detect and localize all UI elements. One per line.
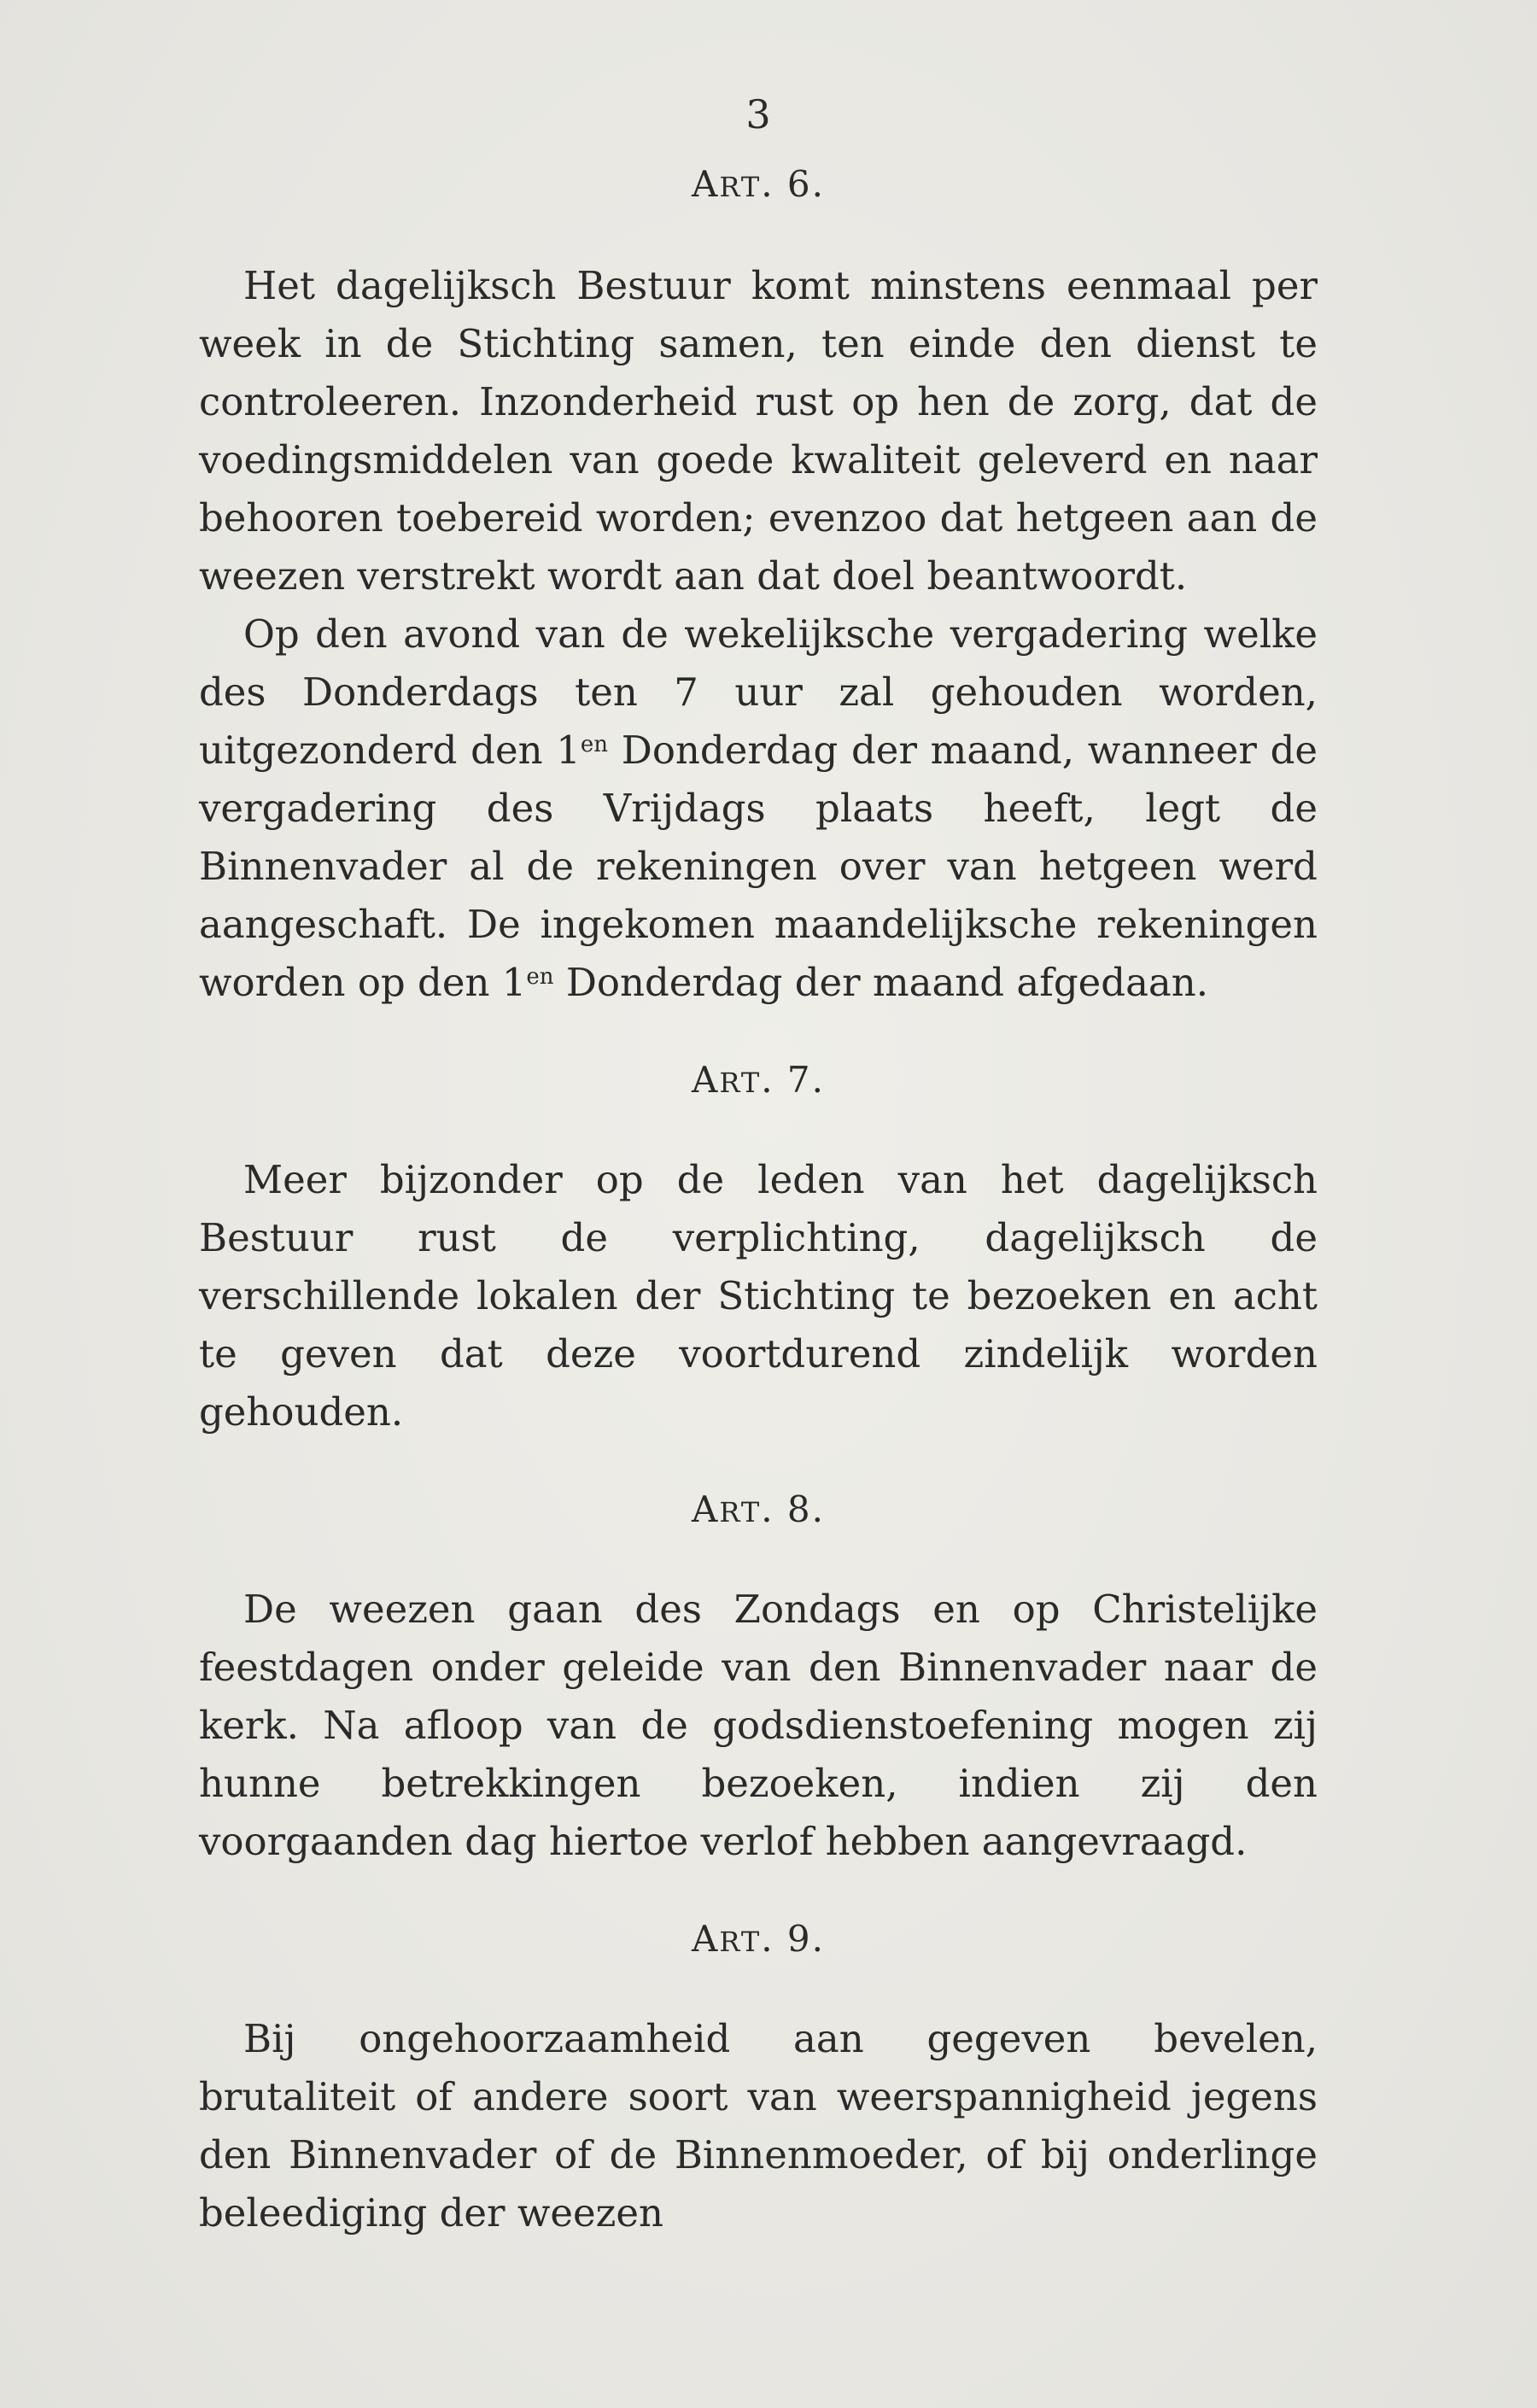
article-heading-8: ART. 8. [692,1488,825,1530]
ordinal-suffix: en [526,964,554,990]
article-heading-9: ART. 9. [692,1918,825,1960]
article-heading-7: ART. 7. [692,1059,825,1101]
page-text [199,85,1318,2242]
article-8-paragraph-1: De weezen gaan des Zondags en op Christelijke feestdagen onder geleide van den Binnenvader naar de kerk. Na afloop van de godsdienstoefening mogen zij hunne betrekkingen bezoeken, indien zij den voorgaanden dag hiertoe verlof hebben aangevraagd. [199,1587,1318,1864]
article-7-paragraph-1: Meer bijzonder op de leden van het dagelijksch Bestuur rust de verplichting, dagelijksch de verschillende lokalen der Stichting te bezoeken en acht te geven dat deze voortdurend zindelijk worden gehouden. [199,1157,1318,1435]
article-heading-6: ART. 6. [692,163,825,205]
page-number: 3 [745,91,771,137]
article-6-paragraph-2: Op den avond van de wekelijksche vergadering welke des Donderdags ten 7 uur zal gehouden worden, uitgezonderd den $1^{en}$ Donderdag der maand, wanneer de vergadering des Vrijdags plaats heeft, legt de Binnenvader al de rekeningen over van hetgeen werd aangeschaft. De ingekomen maandelijksche rekeningen worden op den $1^{en}$ Donderdag der maand afgedaan. [199,611,1318,1005]
article-9-paragraph-1: Bij ongehoorzaamheid aan gegeven bevelen, brutaliteit of andere soort van weerspannigheid jegens den Binnenvader of de Binnenmoeder, of bij onderlinge beleediging der weezen [199,2016,1318,2236]
ordinal-suffix: en [580,732,609,757]
article-6-paragraph-1: Het dagelijksch Bestuur komt minstens eenmaal per week in de Stichting samen, ten einde den dienst te controleeren. Inzonderheid rust op hen de zorg, dat de voedingsmiddelen van goede kwaliteit geleverd en naar behooren toebereid worden; evenzoo dat hetgeen aan de weezen verstrekt wordt aan dat doel beantwoordt. [199,263,1318,599]
